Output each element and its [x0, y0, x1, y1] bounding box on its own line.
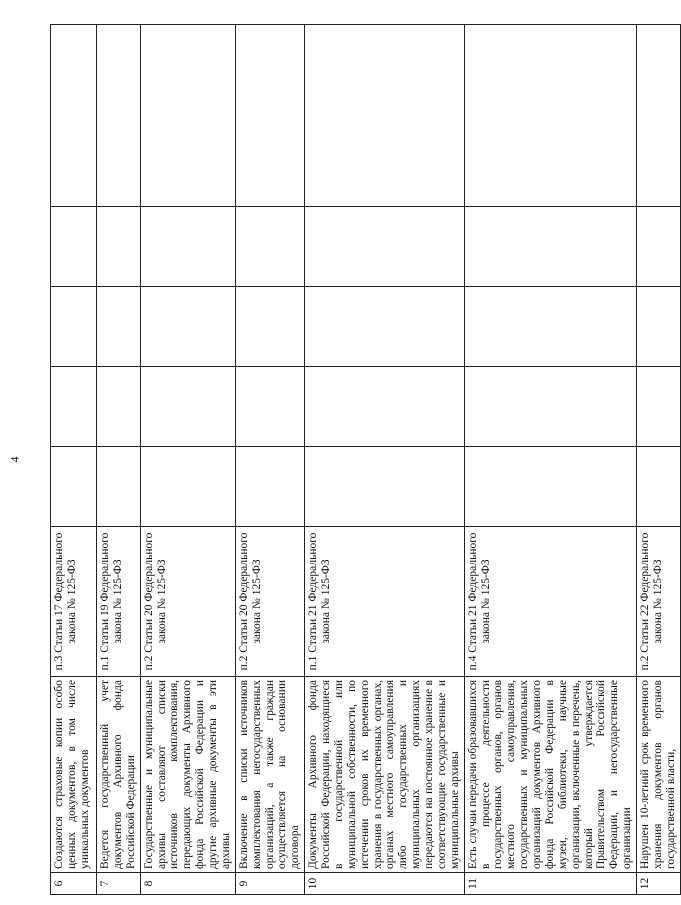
legal-reference: п.3 Статьи 17 Федерального закона № 125-ФЗ — [51, 527, 97, 677]
empty-cell — [51, 25, 97, 207]
legal-reference: п.2 Статьи 22 Федерального закона № 125-ФЗ — [637, 527, 681, 677]
empty-cell — [235, 287, 304, 367]
table-row — [464, 25, 636, 895]
legal-reference: п.4 Статьи 21 Федерального закона № 125-ФЗ — [464, 527, 636, 677]
legal-reference: п.1 Статьи 19 Федерального закона № 125-ФЗ — [97, 527, 141, 677]
empty-cell — [637, 25, 681, 207]
empty-cell — [305, 447, 465, 527]
empty-cell — [97, 367, 141, 447]
requirement-text: Государственные и муниципальные архивы составляют списки источников комплектования, передающих документы Архивного фонда Российской Федерации и другие архивные документы в эти архивы — [140, 677, 235, 873]
empty-cell — [140, 207, 235, 287]
empty-cell — [51, 287, 97, 367]
empty-cell — [235, 25, 304, 207]
legal-reference: п.1 Статьи 21 Федерального закона № 125-ФЗ — [305, 527, 465, 677]
legal-reference: п.2 Статьи 20 Федерального закона № 125-ФЗ — [235, 527, 304, 677]
empty-cell — [51, 207, 97, 287]
empty-cell — [235, 447, 304, 527]
empty-cell — [97, 287, 141, 367]
empty-cell — [464, 207, 636, 287]
empty-cell — [51, 367, 97, 447]
empty-cell — [305, 287, 465, 367]
checklist-table — [50, 24, 681, 895]
table-row — [51, 25, 97, 895]
row-number: 9 — [235, 873, 304, 895]
empty-cell — [97, 447, 141, 527]
requirement-text: Включение в списки источников комплектования негосударственных организаций, а также граждан осуществляется на основании договора — [235, 677, 304, 873]
empty-cell — [464, 287, 636, 367]
empty-cell — [637, 207, 681, 287]
row-number: 6 — [51, 873, 97, 895]
requirement-text: Ведется государственный учет документов Архивного фонда Российской Федерации — [97, 677, 141, 873]
table-row — [97, 25, 141, 895]
table-row — [140, 25, 235, 895]
table-body — [51, 25, 681, 895]
empty-cell — [235, 367, 304, 447]
table-row — [305, 25, 465, 895]
empty-cell — [464, 367, 636, 447]
rotated-page — [50, 25, 677, 895]
empty-cell — [637, 287, 681, 367]
empty-cell — [140, 287, 235, 367]
empty-cell — [305, 207, 465, 287]
empty-cell — [140, 447, 235, 527]
row-number: 8 — [140, 873, 235, 895]
empty-cell — [305, 25, 465, 207]
empty-cell — [637, 367, 681, 447]
empty-cell — [140, 25, 235, 207]
empty-cell — [464, 25, 636, 207]
empty-cell — [235, 207, 304, 287]
row-number: 12 — [637, 873, 681, 895]
empty-cell — [637, 447, 681, 527]
empty-cell — [140, 367, 235, 447]
empty-cell — [97, 25, 141, 207]
table-row — [637, 25, 681, 895]
requirement-text: Создаются страховые копии особо ценных документов, в том числе уникальных документов — [51, 677, 97, 873]
empty-cell — [305, 367, 465, 447]
legal-reference: п.2 Статьи 20 Федерального закона № 125-ФЗ — [140, 527, 235, 677]
requirement-text: Документы Архивного фонда Российской Федерации, находящиеся в государственной или муниципальной собственности, по истечении сроков их временного хранения в государственных органах, органах местного самоуправления либо государственных и муниципальных организациях передаются на постоянное хранение в соответствующие государственные и муниципальные архивы — [305, 677, 465, 873]
row-number: 11 — [464, 873, 636, 895]
page-number: 4 — [7, 456, 22, 463]
requirement-text: Есть случаи передачи образовавшихся в процессе деятельности государственных органов, органов местного самоуправления, государственных и муниципальных организаций документов Архивного фонда Российской Федерации в музеи, библиотеки, научные организации, включенные в перечень, который утверждается Правительством Российской Федерации, и негосударственные организации — [464, 677, 636, 873]
empty-cell — [51, 447, 97, 527]
empty-cell — [464, 447, 636, 527]
table-row — [235, 25, 304, 895]
requirement-text: Нарушен 10-летний срок временного хранения документов органов государственной власти, — [637, 677, 681, 873]
empty-cell — [97, 207, 141, 287]
row-number: 7 — [97, 873, 141, 895]
row-number: 10 — [305, 873, 465, 895]
